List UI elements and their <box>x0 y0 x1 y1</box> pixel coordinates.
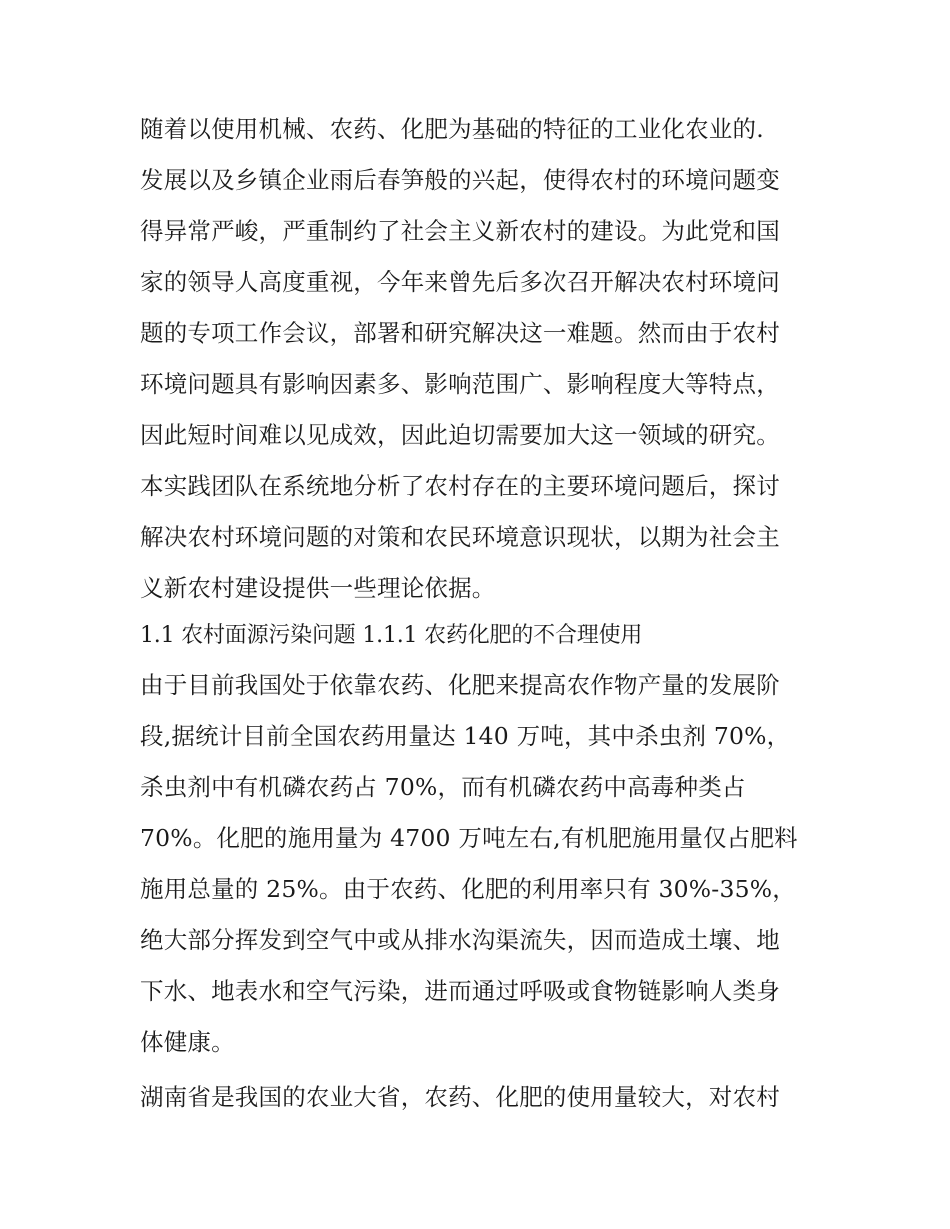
paragraph-2-line: 体健康。 <box>140 1028 235 1056</box>
paragraph-1-line: 发展以及乡镇企业雨后春笋般的兴起，使得农村的环境问题变 <box>140 166 780 194</box>
paragraph-2-line: 段,据统计目前全国农药用量达 140 万吨，其中杀虫剂 70%， <box>140 722 791 750</box>
paragraph-2-line: 下水、地表水和空气污染，进而通过呼吸或食物链影响人类身 <box>140 977 780 1005</box>
paragraph-2-line: 由于目前我国处于依靠农药、化肥来提高农作物产量的发展阶 <box>140 671 780 699</box>
paragraph-1-line: 义新农村建设提供一些理论依据。 <box>140 574 496 602</box>
paragraph-1-line: 题的专项工作会议，部署和研究解决这一难题。然而由于农村 <box>140 319 780 347</box>
paragraph-1-line: 随着以使用机械、农药、化肥为基础的特征的工业化农业的. <box>140 115 764 143</box>
paragraph-2-line: 施用总量的 25%。由于农药、化肥的利用率只有 30%-35%， <box>140 875 796 903</box>
paragraph-1-line: 家的领导人高度重视，今年来曾先后多次召开解决农村环境问 <box>140 268 780 296</box>
paragraph-1-line: 解决农村环境问题的对策和农民环境意识现状，以期为社会主 <box>140 523 780 551</box>
paragraph-2-line: 70%。化肥的施用量为 4700 万吨左右,有机肥施用量仅占肥料 <box>140 824 798 852</box>
paragraph-2-line: 杀虫剂中有机磷农药占 70%，而有机磷农药中高毒种类占 <box>140 773 746 801</box>
paragraph-1-line: 本实践团队在系统地分析了农村存在的主要环境问题后，探讨 <box>140 472 780 500</box>
paragraph-3-line: 湖南省是我国的农业大省，农药、化肥的使用量较大，对农村 <box>140 1083 780 1111</box>
paragraph-1-line: 环境问题具有影响因素多、影响范围广、影响程度大等特点， <box>140 370 780 398</box>
paragraph-2-line: 绝大部分挥发到空气中或从排水沟渠流失，因而造成土壤、地 <box>140 926 780 954</box>
paragraph-1-line: 因此短时间难以见成效，因此迫切需要加大这一领域的研究。 <box>140 421 780 449</box>
paragraph-1-line: 得异常严峻，严重制约了社会主义新农村的建设。为此党和国 <box>140 217 780 245</box>
section-heading: 1.1 农村面源污染问题 1.1.1 农药化肥的不合理使用 <box>140 623 643 648</box>
